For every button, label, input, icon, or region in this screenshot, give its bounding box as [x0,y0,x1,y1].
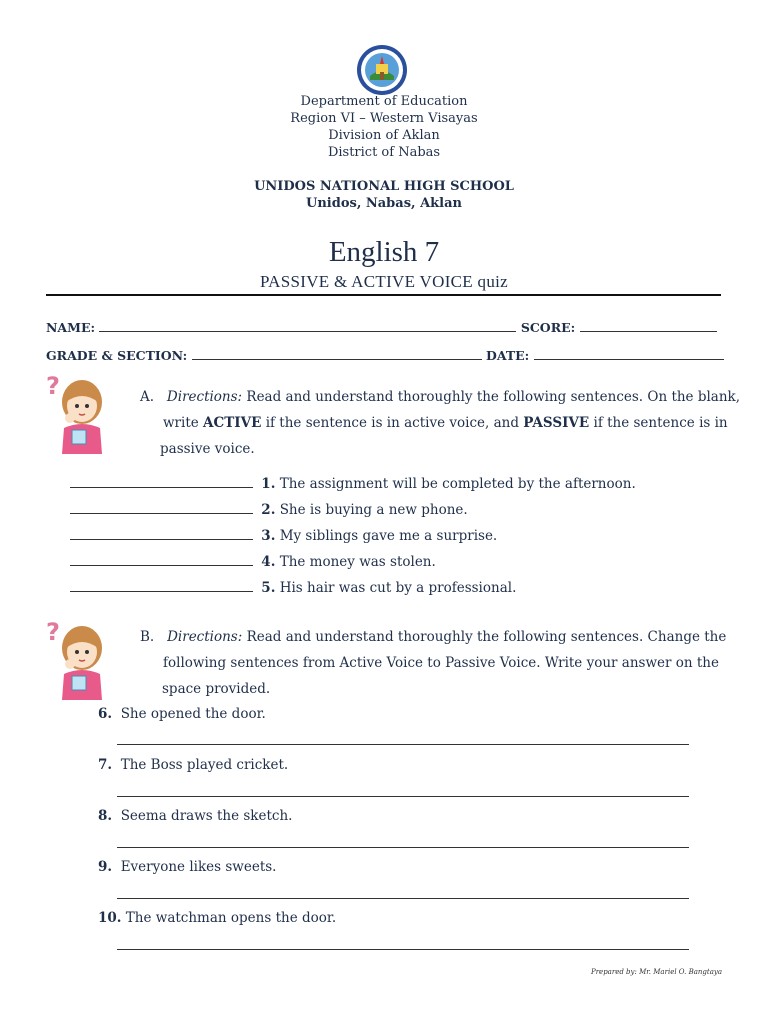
school-address: Unidos, Nabas, Aklan [306,196,462,211]
prepared-by-footer: Prepared by: Mr. Mariel O. Bangtaya [591,968,722,976]
date-field[interactable] [534,347,724,360]
item-text: Everyone likes sweets. [120,859,277,875]
section-a-directions-label: Directions: [166,389,243,405]
header-line-2: Region VI – Western Visayas [290,111,478,126]
section-a-line-2-pre: write [163,415,199,431]
section-b-line-2: following sentences from Active Voice to Passive Voice. Write your answer on the [163,655,719,671]
section-b-directions-label: Directions: [167,629,243,645]
date-label: DATE: [485,348,530,363]
page-title: English 7 [328,236,440,268]
header-line-3: Division of Aklan [328,128,440,143]
item-number: 10. [98,910,122,926]
answer-blank[interactable] [70,579,253,592]
section-b-directions [140,624,727,702]
list-item [98,808,292,824]
grade-field-row [46,347,724,363]
grade-section-field[interactable] [192,347,482,360]
item-text: The watchman opens the door. [125,910,337,926]
list-item [70,579,516,596]
answer-blank[interactable] [70,553,253,566]
score-field[interactable] [580,319,717,332]
page-subtitle: PASSIVE & ACTIVE VOICE quiz [259,272,508,291]
title-divider [46,294,721,296]
section-a-line-2-mid: if the sentence is in active voice, and [265,415,519,431]
section-a-line-3: passive voice. [160,441,255,457]
section-a-letter: A. [140,389,155,405]
list-item [70,553,436,570]
item-number: 2. [261,502,276,518]
item-number: 8. [98,808,113,824]
active-keyword: ACTIVE [203,415,262,431]
svg-text:?: ? [46,618,60,646]
item-text: She opened the door. [120,706,266,722]
answer-line[interactable] [117,744,689,745]
item-number: 7. [98,757,113,773]
header-line-1: Department of Education [300,94,468,109]
item-text: His hair was cut by a professional. [279,580,517,596]
deped-seal-icon [356,44,408,96]
section-a-line-2-post: if the sentence is in [593,415,728,431]
item-text: She is buying a new phone. [279,502,468,518]
score-label: SCORE: [520,320,576,335]
item-number: 5. [261,580,276,596]
header-line-4: District of Nabas [327,145,441,160]
section-b-line-1: Read and understand thoroughly the following sentences. Change the [246,629,727,645]
answer-blank[interactable] [70,527,253,540]
item-text: The Boss played cricket. [120,757,289,773]
name-label: NAME: [46,320,96,335]
item-number: 3. [261,528,276,544]
answer-blank[interactable] [70,501,253,514]
item-text: The assignment will be completed by the afternoon. [279,476,636,492]
item-text: The money was stolen. [279,554,436,570]
section-b-letter: B. [140,629,155,645]
grade-label: GRADE & SECTION: [46,348,188,363]
answer-line[interactable] [117,949,689,950]
passive-keyword: PASSIVE [523,415,590,431]
school-name: UNIDOS NATIONAL HIGH SCHOOL [254,179,514,194]
section-b-line-3: space provided. [162,681,271,697]
answer-line[interactable] [117,796,689,797]
item-text: My siblings gave me a surprise. [279,528,498,544]
answer-line[interactable] [117,898,689,899]
svg-text:?: ? [46,372,60,400]
thinking-girl-icon [44,372,108,454]
list-item [98,757,288,773]
list-item [70,501,468,518]
list-item [98,910,336,926]
list-item [70,475,636,492]
item-number: 6. [98,706,113,722]
list-item [70,527,497,544]
answer-line[interactable] [117,847,689,848]
list-item [98,706,266,722]
name-field[interactable] [99,319,516,332]
thinking-girl-icon [44,618,108,700]
item-number: 9. [98,859,113,875]
list-item [98,859,276,875]
item-number: 1. [261,476,276,492]
answer-blank[interactable] [70,475,253,488]
section-a-directions [140,384,741,462]
item-text: Seema draws the sketch. [120,808,293,824]
item-number: 4. [261,554,276,570]
section-a-line-1: Read and understand thoroughly the following sentences. On the blank, [246,389,741,405]
name-field-row [46,319,717,335]
